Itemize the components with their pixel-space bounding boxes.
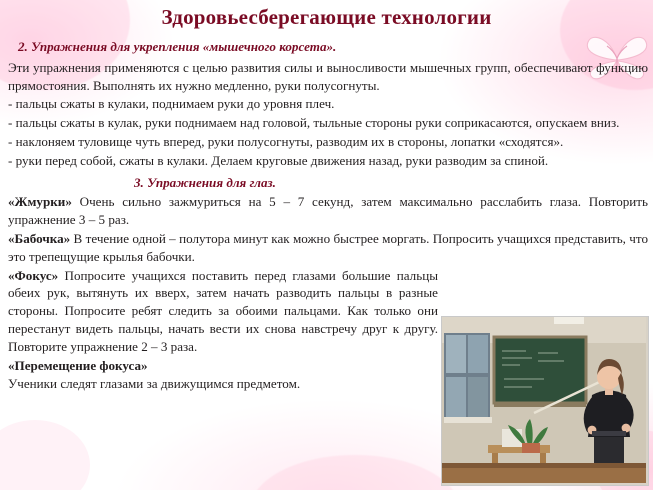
exercise-text: Очень сильно зажмуриться на 5 – 7 секунд, затем максимально расслабить глаза. Повторить упражнение 3 – 5 раз.: [8, 194, 648, 228]
section-3-heading: 3. Упражнения для глаз.: [134, 174, 276, 190]
bullet-2: - пальцы сжаты в кулак, руки поднимаем над головой, тыльные стороны руки соприкасаются, опускаем вниз.: [8, 115, 620, 131]
exercise-peremeshchenie-fokusa-text: Ученики следят глазами за движущимся предметом.: [8, 376, 301, 392]
exercise-text: Попросите учащихся поставить перед глазами большие пальцы обеих рук, вытянуть их вверх, затем начать разводить пальцы в разные стороны. Попросите ребят следить за обоими пальцами. Как только они перестанут видеть пальцы, начать вести их снова навстречу друг к другу. Повторите упражнение 2 – 3 раза.: [8, 267, 438, 354]
exercise-name: «Фокус»: [8, 267, 59, 283]
decorative-blob: [250, 455, 460, 490]
exercise-babochka: [8, 230, 648, 266]
bullet-3: - наклоняем туловище чуть вперед, руки полусогнуты, разводим их в стороны, лопатки «сходятся».: [8, 133, 564, 149]
bullet-4: - руки перед собой, сжаты в кулаки. Делаем круговые движения назад, руки разводим за спиной.: [8, 152, 549, 168]
bullet-1: - пальцы сжаты в кулаки, поднимаем руки до уровня плеч.: [8, 96, 335, 112]
slide-body: [8, 38, 648, 394]
exercise-name: «Бабочка»: [8, 230, 71, 246]
exercise-name: «Перемещение фокуса»: [8, 357, 148, 373]
exercise-peremeshchenie-fokusa-title: [8, 357, 648, 375]
section-2-heading: 2. Упражнения для укрепления «мышечного корсета».: [18, 39, 337, 54]
intro-paragraph: Эти упражнения применяются с целью развития силы и выносливости мышечных групп, обеспечивают функцию прямостояния. Выполнять их нужно медленно, руки полусогнуты.: [8, 59, 648, 93]
exercise-text: В течение одной – полутора минут как можно быстрее моргать. Попросить учащихся представить, что это трепещущие крылья бабочки.: [8, 230, 648, 264]
decorative-petal: [0, 420, 90, 490]
page-title: Здоровьесберегающие технологии: [161, 5, 492, 29]
exercise-name: «Жмурки»: [8, 194, 72, 210]
exercise-fokus: [8, 267, 438, 356]
exercise-zhmurki: [8, 193, 648, 229]
